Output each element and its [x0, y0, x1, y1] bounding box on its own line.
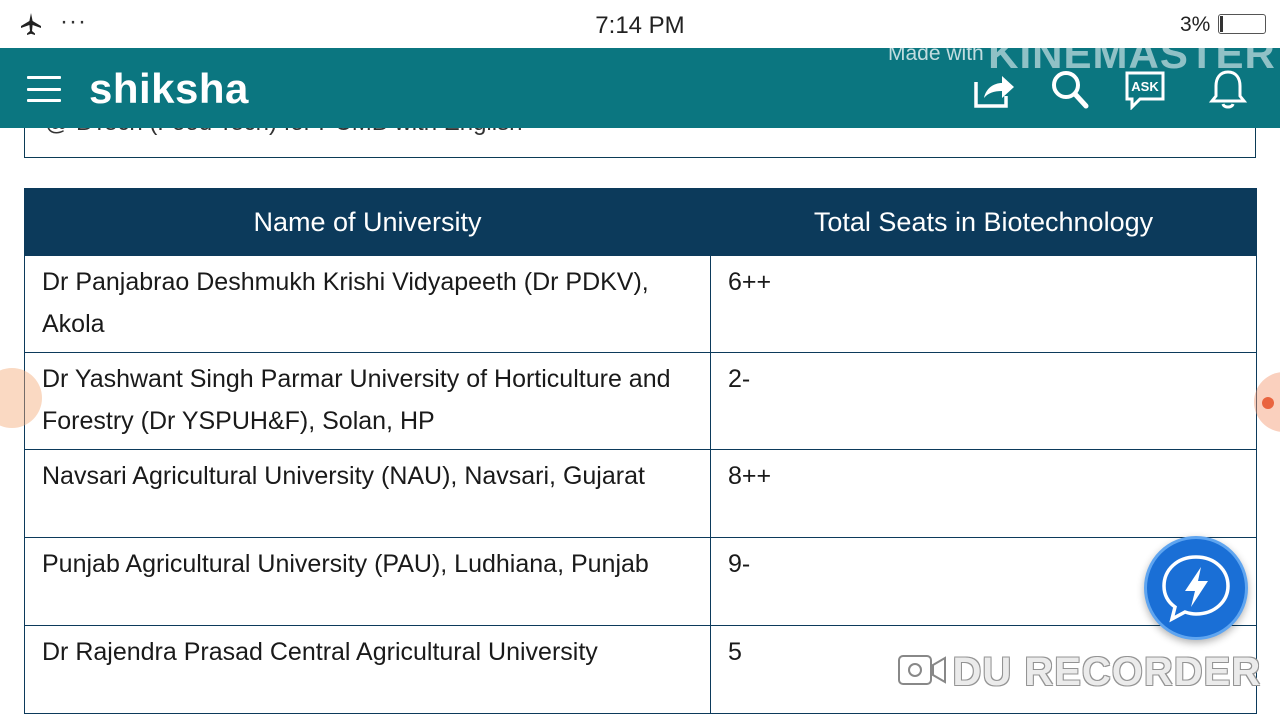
university-cell: Dr Yashwant Singh Parmar University of Horticulture and Forestry (Dr YSPUH&F), Solan, HP — [25, 353, 711, 450]
menu-icon[interactable] — [27, 76, 61, 102]
seats-cell: 5 — [711, 626, 1257, 714]
table-row — [25, 353, 1257, 450]
university-cell: Dr Panjabrao Deshmukh Krishi Vidyapeeth (Dr PDKV), Akola — [25, 256, 711, 353]
du-recorder-watermark: DU RECORDER — [896, 650, 1261, 695]
svg-text:ASK: ASK — [1131, 79, 1159, 94]
column-header-university: Name of University — [25, 189, 711, 256]
kinemaster-watermark: Made with KINEMASTER — [888, 30, 1276, 77]
biotech-seats-table — [24, 188, 1257, 714]
battery-percent: 3% — [1180, 13, 1211, 36]
university-cell: Punjab Agricultural University (PAU), Ludhiana, Punjab — [25, 538, 711, 626]
seats-cell: 9- — [711, 538, 1257, 626]
seats-cell: 6++ — [711, 256, 1257, 353]
lightning-chat-icon — [1147, 539, 1245, 637]
brand-logo[interactable]: shiksha — [89, 65, 249, 112]
flash-chat-button[interactable] — [1144, 536, 1248, 640]
table-row — [25, 256, 1257, 353]
seats-cell: 2- — [711, 353, 1257, 450]
camera-icon — [896, 650, 948, 695]
seats-cell: 8++ — [711, 450, 1257, 538]
university-cell: Dr Rajendra Prasad Central Agricultural University — [25, 626, 711, 714]
column-header-seats: Total Seats in Biotechnology — [711, 189, 1257, 256]
right-floating-handle[interactable] — [1254, 372, 1280, 432]
status-time: 7:14 PM — [595, 12, 685, 39]
table-row — [25, 538, 1257, 626]
more-notifications-icon: ··· — [60, 8, 87, 35]
table-row — [25, 450, 1257, 538]
table-header-row — [25, 189, 1257, 256]
university-cell: Navsari Agricultural University (NAU), Navsari, Gujarat — [25, 450, 711, 538]
